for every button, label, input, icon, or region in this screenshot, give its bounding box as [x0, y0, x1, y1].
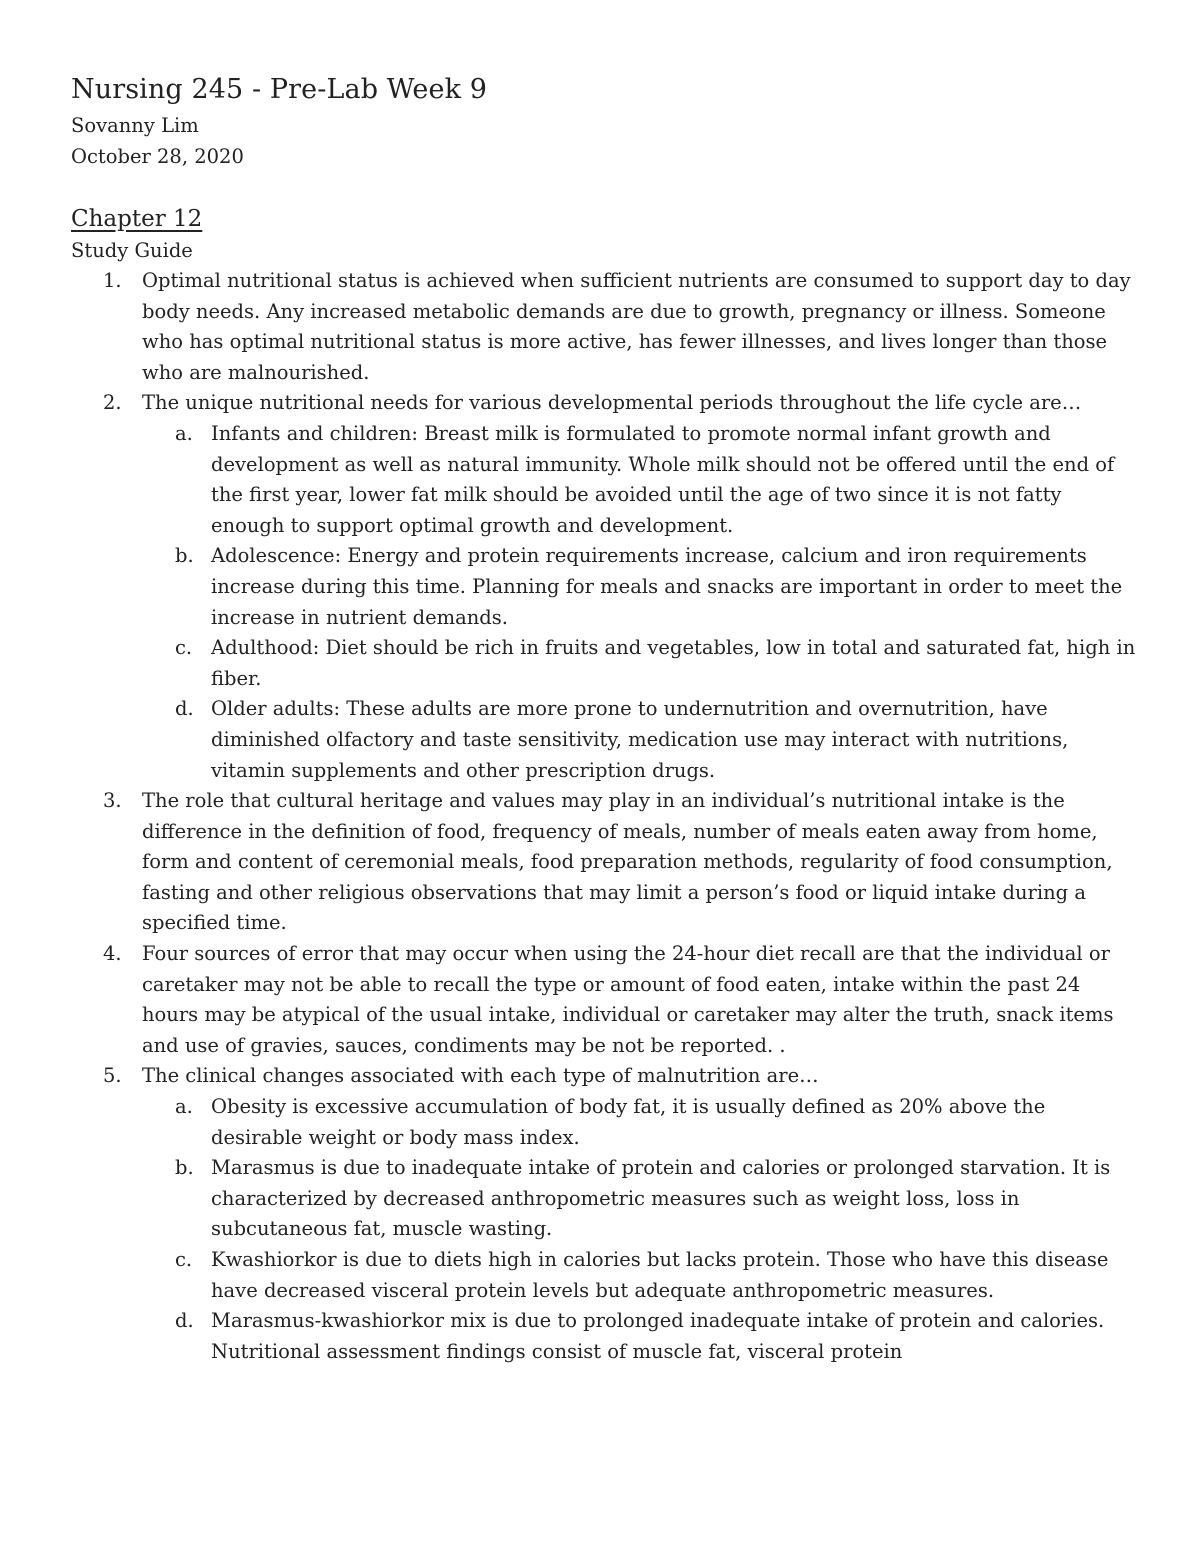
chapter-subheading: Study Guide	[71, 239, 193, 262]
sub-list-item	[71, 1245, 1141, 1306]
sub-list-item	[71, 1092, 1141, 1153]
sub-item-letter: c.	[175, 636, 193, 660]
sub-item-text: Older adults: These adults are more prone to undernutrition and overnutrition, have diminished olfactory and taste sensitivity, medication use may interact with nutritions, vitamin supplements and other prescription drugs.	[211, 697, 1069, 782]
chapter-heading: Chapter 12	[71, 206, 203, 232]
sub-item-letter: b.	[175, 1156, 194, 1180]
sub-list-item	[71, 633, 1141, 694]
sub-list-item	[71, 541, 1141, 633]
item-number: 5.	[103, 1064, 122, 1088]
sub-item-letter: b.	[175, 544, 194, 568]
document-title: Nursing 245 - Pre-Lab Week 9	[71, 74, 487, 105]
sub-list-item	[71, 1306, 1141, 1367]
sub-item-text: Kwashiorkor is due to diets high in calories but lacks protein. Those who have this disease have decreased visceral protein levels but adequate anthropometric measures.	[211, 1248, 1109, 1302]
list-item	[71, 939, 1141, 1061]
list-item	[71, 1061, 1141, 1367]
sub-item-text: Adulthood: Diet should be rich in fruits and vegetables, low in total and saturated fat, high in fiber.	[211, 636, 1136, 690]
item-text: The unique nutritional needs for various developmental periods throughout the life cycle are…	[142, 391, 1082, 415]
sub-list-item	[71, 419, 1141, 541]
sub-list-item	[71, 1153, 1141, 1245]
sub-list	[142, 419, 1141, 786]
item-text: The role that cultural heritage and values may play in an individual’s nutritional intake is the difference in the definition of food, frequency of meals, number of meals eaten away from home, form and content of ceremonial meals, food preparation methods, regularity of food consumption, fasting and other religious observations that may limit a person’s food or liquid intake during a specified time.	[142, 789, 1113, 935]
document-date: October 28, 2020	[71, 145, 244, 168]
sub-item-letter: a.	[175, 1095, 193, 1119]
list-item	[71, 266, 1141, 388]
sub-item-text: Marasmus-kwashiorkor mix is due to prolonged inadequate intake of protein and calories. Nutritional assessment findings consist of muscle fat, visceral protein	[211, 1309, 1105, 1363]
item-text: Optimal nutritional status is achieved when sufficient nutrients are consumed to support day to day body needs. Any increased metabolic demands are due to growth, pregnancy or illness. Someone who has optimal nutritional status is more active, has fewer illnesses, and lives longer than those who are malnourished.	[142, 269, 1131, 384]
sub-item-text: Adolescence: Energy and protein requirements increase, calcium and iron requirements increase during this time. Planning for meals and snacks are important in order to meet the increase in nutrient demands.	[211, 544, 1123, 629]
item-number: 2.	[103, 391, 122, 415]
list-item	[71, 786, 1141, 939]
document-page	[71, 70, 1141, 1367]
list-item	[71, 388, 1141, 786]
sub-item-letter: a.	[175, 421, 193, 445]
item-text: The clinical changes associated with each type of malnutrition are…	[142, 1064, 819, 1088]
item-number: 3.	[103, 789, 122, 813]
spacer	[71, 172, 1141, 203]
sub-item-letter: c.	[175, 1248, 193, 1271]
sub-item-text: Marasmus is due to inadequate intake of protein and calories or prolonged starvation. It is characterized by decreased anthropometric measures such as weight loss, loss in subcutaneous fat, muscle wasting.	[211, 1156, 1111, 1241]
item-number: 1.	[103, 269, 122, 292]
sub-item-letter: d.	[175, 1309, 194, 1333]
sub-item-letter: d.	[175, 697, 194, 721]
item-number: 4.	[103, 942, 122, 966]
sub-item-text: Obesity is excessive accumulation of body fat, it is usually defined as 20% above the desirable weight or body mass index.	[211, 1095, 1046, 1149]
item-text: Four sources of error that may occur when using the 24-hour diet recall are that the individual or caretaker may not be able to recall the type or amount of food eaten, intake within the past 24 hours may be atypical of the usual intake, individual or caretaker may alter the truth, snack items and use of gravies, sauces, condiments may be not be reported. .	[142, 942, 1114, 1057]
sub-list-item	[71, 694, 1141, 786]
sub-list	[142, 1092, 1141, 1367]
sub-item-text: Infants and children: Breast milk is formulated to promote normal infant growth and development as well as natural immunity. Whole milk should not be offered until the end of the first year, lower fat milk should be avoided until the age of two since it is not fatty enough to support optimal growth and development.	[211, 421, 1115, 537]
study-guide-list	[71, 266, 1141, 1367]
author-name: Sovanny Lim	[71, 114, 199, 137]
